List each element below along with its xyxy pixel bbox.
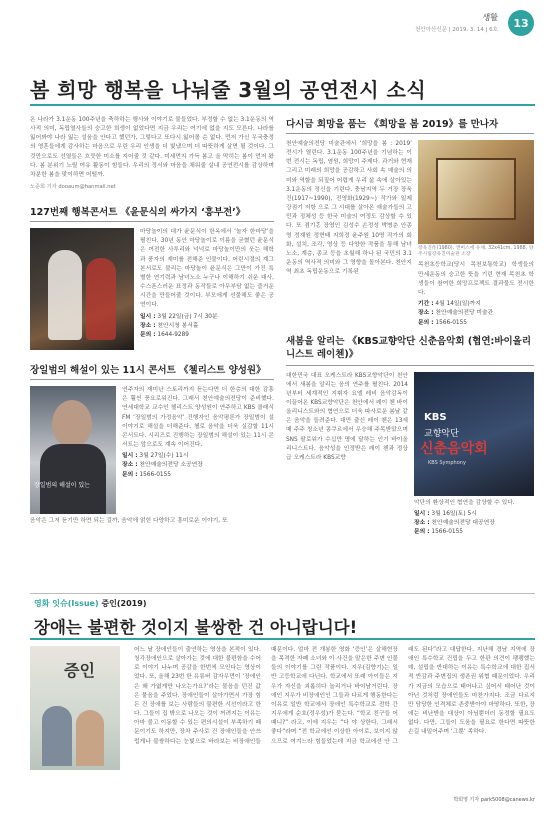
- exhibit-heading: 다시금 희망을 품는 《희망을 봄 2019》를 만나자: [286, 116, 534, 134]
- issue-info: 천안아산신문 | 2019. 3. 14 | 6호: [415, 27, 498, 33]
- cellist-photo-caption: 장일범의 해설이 있는: [34, 482, 90, 490]
- concert127-heading: 127번째 행복콘서트 《윤문식의 싸가지 ‘흥부전’》: [30, 204, 274, 222]
- page-title: 봄 희망 행복을 나눠줄 3월의 공연전시 소식: [30, 78, 427, 102]
- concert127-info: 일시 : 3월 22일(금) 7시 30분 장소 : 천안시청 봉서홀 문의 : 1644-9289: [140, 313, 218, 339]
- exhibit-text-b: 목천초등학교(당시 목천보통학교) 학생들의 만세운동의 숭고한 뜻을 기린 현재 목천초 학생들이 참여한 희망프로젝트 결과물도 전시한다.: [418, 262, 534, 296]
- concert127-text: 마당놀이의 대가 윤문식이 한옥에서 ‘놀자 한마당’을 펼친다. 30년 동안 마당놀이로 이름을 굳혔던 윤문식은 여전한 사투리와 넉넉로 마당놀이만의 웃는 해학과 풍자의 재미를 전해준 인물이다. 어린시절의 계그본서로도 불리는 마당놀이 윤문식은 그만이 가진 특별한 연기력과 남녀노소 누구나 이해하기 쉬운 대사, 수스폰스러운 표정과 동작들로 아무부담 없는 즐거운 시간을 만들어줄 것이다. 부모에게 선물해도 좋은 공연이다.: [140, 229, 274, 309]
- concert-yang-section: [30, 362, 274, 526]
- intro-byline: 노준희 기자 dooaum@hanmail.net: [30, 184, 116, 191]
- intro-text: 온 나라가 3.1운동 100주년을 축하하는 행사와 이야기로 물들었다. 부정할 수 없는 3.1운동의 역사적 의미, 독립열사들의 숭고한 희생이 없었다면 지금 우리는 여기에 없을 지도 모른다. 나라를 잃어봐야 나라 잃는 설움을 안다고 했던가, 그렇다고 또다시 잃어볼 순 없다. 먼저 가신 우국충정의 영혼들에게 감사하는 마음으로 우린 우리 인생을 더 빛냈으며 더 따뜻하게 살면 될 것이다. 그것만으로도 선열들은 흐뭇한 미소를 지어줄 것 같다. 미세먼지 가득 봄고 올 막히는 봄이 먼저 왔다. 봄 분위기 노릴 여유 활동이 힘들다. 우리의 정서와 마음을 채워줄 실내 공연전시를 감상하며 차분한 봄을 맞이하면 어떨까.: [30, 117, 274, 178]
- kbs-poster: KBS 교향악단 신춘음악회 KBS Symphony: [414, 372, 534, 496]
- painting-photo: [418, 140, 534, 244]
- concert-yang-info: 일시 : 3월 27일(수) 11시 장소 : 천안예술의전당 소공연장 문의 : 1566-0155: [122, 453, 203, 478]
- left-column: [30, 116, 274, 526]
- right-column: [286, 116, 534, 537]
- concert127-section: [30, 204, 274, 350]
- movie-title-rule: [30, 638, 535, 640]
- painting-caption: 장욱진作(1980), 캔버스에 유채, 32x41cm, 1988, 양주시립장욱진미술관 소장: [418, 246, 534, 258]
- kbs-heading: 새봄을 알리는 《KBS교향악단 신춘음악회 (협연:바이올리니스트 레이첸)》: [286, 336, 534, 366]
- kbs-text: 대한민국 대표 오케스트라 KBS교향악단이 천안에서 새봄을 알리는 음의 연주를 펼친다. 2014년부터 세계적인 지휘자 요엘 레비 음악감독이 이끌어온 KBS교향악단은 천안에서 레이 첸 바이올리니스트와의 협연으로 더욱 따사로운 봄날 같은 음악을 들려준다. 대만 출신 레이 첸은 13세 때 주주 청소년 콩쿠르에서 우승해 주목받았으며 SNS 팔로워가 수십만 명에 달하는 인기 바이올리니스트다. 음악성을 인정받은 레이 첸과 정상급 오케스트라 KBS교향: [286, 372, 408, 461]
- concert-yang-heading: 장일범의 해설이 있는 11시 콘서트 《첼리스트 양성원》: [30, 362, 274, 380]
- movie-title: 장애는 불편한 것이지 불쌍한 건 아니랍니다!: [34, 618, 358, 637]
- kbs-text-b: 악단의 환상적인 협연을 감상할 수 있다.: [414, 499, 515, 506]
- section-label: 생활: [482, 13, 498, 22]
- masthead: [234, 8, 534, 48]
- movie-kicker: 영화 잇슈(Issue) 증인(2019): [34, 599, 147, 608]
- movie-article-text: 어느 날 장애인들이 출연하는 영상을 본적이 있다. 청각장애인으로 살아가는 것에 대한 불편함을 수어로 이야기 나누며 공감을 한번씩 모인다는 영상이었다. 또, 올해 23번 한 유튜버 감자우먼이 ‘장애인은 왜 가엾게만 나오는가요?’라는 물음을 던진 값은 물음을 주었다. 장애인들이 살아가면서 가장 힘든 건 장애를 보는 사람들의 불편한 시선이라고 한다. 그들이 집 밖으로 나오는 것이 꺼려지는 이유는 아마 불고 이동할 수 있는 편의시설이 부족하기 때문이기도 하지만, 장차 주사로 건 장애인들을 안쓰럽게나 불쌍하다는 눈빛으로 바라보는 비장애인들 때문이다. 얼마 전 개봉한 영화 ‘증인’은 살해현장을 목격한 자폐 소녀와 이 사건을 맡은한 주변 인물들의 이야기를 그린 작품이다. 지우(김향기)는 일반 고등학교에 다닌다. 학교에서 또래 아이들은 지우가 자신을 괴롭히다 놀리거나 바이남거린다. 장애인 지우가 비장애인인 그들과 다르게 행동한다는 이유로 일반 학교에서 장애인 특수학교로 전학 간 지우에게 순호(정우성)가 묻는다. “학교 친구들 어때니?” 라고, 이에 지우는 “다 야 상한다. 그래서 좋다”라며 “전 학교에선 이상한 아이로, 보이지 않으므로 여겨느라 힘들었는데 지금 학교에선 안 그래도 된다”라고 대답한다. 지난해 경남 지역에 장애인 특수학교 건립을 두고 한판 의견이 팽팽했는데, 설립을 반대하는 이유는 특수학교에 대한 집서적 반감과 주변집의 생존권 위협 때문이었다. 우리가 지금의 모습으로 태어나고 싶어서 태어난 것이 아닌 것처럼 장애인들도 마찬가지다. 조금 다르지만 담당한 인격체로 존중받아야 마땅하다. 또한, 장애는 비난받을 대상이 아님뿐더러 동정할 필요도 없다. 다만, 그들이 도움을 필요로 한다면 따뜻한 손길 내밀어주며 ‘그뿐’ 족하다.: [134, 647, 535, 745]
- concert-yang-text: 연주자의 재미난 스토리까지 듣는다면 더 한층의 대한 감흥은 훨씬 풍요로워진다. 그래서 천안예술의전당이 준비했다. 연세대학교 교수인 첼리스트 양성원이 연주하고 KBS 클래식FM ‘장일범의 가정음악’ 진행자인 음악평론가 장일범이 설 이야기로 해설을 더해준다. 첼로 음악을 더욱 실감할 11시 콘서트다. 시리즈로 진행하는 장일범의 해설이 있는 11시 콘서트는 앞으로도 계속 이어진다.: [122, 387, 274, 449]
- kbs-section: [286, 336, 534, 538]
- concert127-photo: [30, 228, 134, 350]
- concert-yang-bottom-text: 음악은 그저 듣기만 하면 되는 걸까, 음악에 얽힌 다양하고 흥미로운 이야기, 또: [30, 518, 228, 525]
- bottom-divider: [30, 593, 535, 594]
- exhibit-info: 기간 : 4월 14일(일)까지 장소 : 천안예술의전당 미술관 문의 : 1566-0155: [418, 301, 494, 326]
- cellist-photo: [30, 386, 116, 514]
- title-divider: [30, 104, 535, 106]
- movie-article: [30, 646, 535, 808]
- exhibit-text: 천안예술의전당 미술관에서 ‘희망을 봄 : 2019’ 전시가 열린다. 3.1운동 100주년을 기념하는 이번 전시는 독립, 염원, 희망이 주제다. 과거와 현재 그리고 미래의 희망을 공감하고 사회 속 예술의 의미와 역할을 되짚어 어렵게 우리 삶 속에 살아있는 3.1운동의 정신을 기린다. 충남지역 두 거장 장욱진(1917~1990), 전영화(1929~) 작가와 일제강점기 저항 으로 그 시대를 살아온 예술가들의 고민과 정체성 등 한국 미술의 여정도 감상할 수 있다. 또 겸기홍 장영인 김성수 손정성 박병춘 안종영 정재원 정현태 지희정 윤주원 10명 작가의 회화, 설치, 조각, 영상 등 다양한 작품을 통해 남녀노소, 계층, 종교 등을 초월해 하나 된 국민의 3.1운동의 역사적 의미와 그 영향을 돌아본다. 천안지역 최초 독립운동으로 기록된: [286, 141, 412, 276]
- movie-byline: 박희영 기자 park5008@canews.kr: [453, 797, 535, 803]
- kbs-info: 일시 : 3월 16일(토) 5시 장소 : 천안예술의전당 대공연장 문의 : 1566-0155: [414, 510, 495, 536]
- movie-poster: 증인: [30, 646, 120, 770]
- page-number-badge: 13: [508, 10, 534, 36]
